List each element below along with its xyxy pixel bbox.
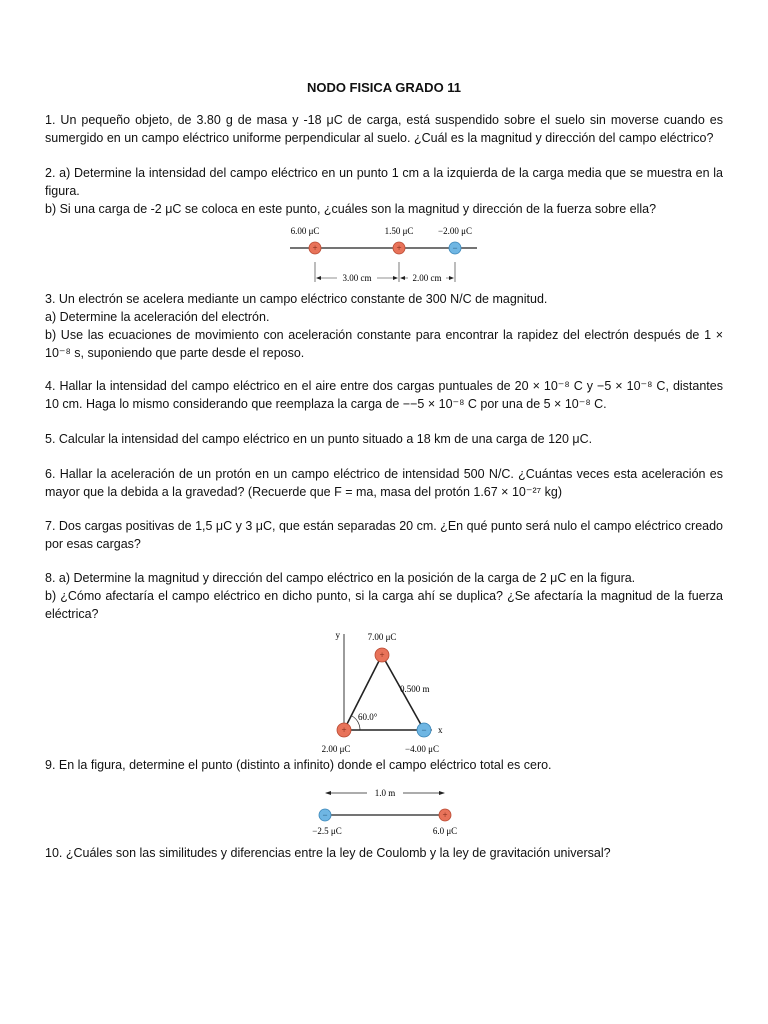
svg-text:−: − [421, 725, 427, 735]
svg-text:+: + [341, 725, 347, 735]
question-9 [45, 756, 723, 774]
charge-label: 6.00 μC [290, 226, 320, 236]
distance-label: 2.00 cm [412, 273, 442, 283]
question-8b-text: b) ¿Cómo afectaría el campo eléctrico en dicho punto, si la carga ahí se duplica? ¿Se afectaría la magnitud de la fuerza eléctrica? [45, 589, 723, 621]
question-7-text: 7. Dos cargas positivas de 1,5 μC y 3 μC, que están separadas 20 cm. ¿En qué punto será nulo el campo eléctrico creado por esas cargas? [45, 519, 723, 551]
question-1 [45, 111, 723, 147]
question-6-text: 6. Hallar la aceleración de un protón en un campo eléctrico de intensidad 500 N/C. ¿Cuántas veces esta aceleración es mayor que la debida a la gravedad? (Recuerde que F = ma, masa del protón 1.67 × 10⁻²⁷ kg) [45, 467, 723, 499]
charge-label: 6.0 μC [432, 826, 458, 836]
question-8 [45, 569, 723, 623]
question-10 [45, 844, 723, 862]
charge-label: −2.00 μC [438, 226, 472, 236]
question-6 [45, 465, 723, 501]
axis-x-label: x [438, 725, 443, 735]
svg-text:+: + [396, 243, 402, 253]
question-5-text: 5. Calcular la intensidad del campo eléctrico en un punto situado a 18 km de una carga de 120 μC. [45, 432, 593, 446]
question-10-text: 10. ¿Cuáles son las similitudes y diferencias entre la ley de Coulomb y la ley de gravitación universal? [45, 846, 611, 860]
charge-label: −2.5 μC [312, 826, 342, 836]
side-length-label: 0.500 m [400, 684, 430, 694]
question-2 [45, 164, 723, 218]
page-title: NODO FISICA GRADO 11 [306, 80, 462, 95]
svg-text:+: + [442, 810, 448, 820]
figure-q2 [285, 224, 485, 288]
question-4 [45, 377, 723, 413]
axis-y-label: y [335, 630, 340, 640]
question-7 [45, 517, 723, 553]
charge-label: 2.00 μC [321, 744, 351, 754]
charge-label: 7.00 μC [367, 632, 397, 642]
question-3-text: 3. Un electrón se acelera mediante un campo eléctrico constante de 300 N/C de magnitud. [45, 292, 548, 306]
charge-label: 1.50 μC [384, 226, 414, 236]
charge-label: −4.00 μC [405, 744, 439, 754]
question-1-text: 1. Un pequeño objeto, de 3.80 g de masa y -18 μC de carga, está suspendido sobre el suelo sin moverse cuando es sumergido en un campo eléctrico uniforme perpendicular al suelo. ¿Cuál es la magnitud y dirección del campo eléctrico? [45, 113, 723, 145]
question-5 [45, 430, 723, 448]
question-9-text: 9. En la figura, determine el punto (distinto a infinito) donde el campo eléctrico total es cero. [45, 758, 552, 772]
svg-text:+: + [312, 243, 318, 253]
question-4-text: 4. Hallar la intensidad del campo eléctrico en el aire entre dos cargas puntuales de 20 × 10⁻⁸ C y −5 × 10⁻⁸ C, distantes 10 cm. Haga lo mismo considerando que reemplaza la carga de −−5 × 10⁻⁸ C por una de 5 × 10⁻⁸ C. [45, 379, 723, 411]
question-2b-text: b) Si una carga de -2 μC se coloca en este punto, ¿cuáles son la magnitud y dirección de la fuerza sobre ella? [45, 202, 657, 216]
question-3b-text: b) Use las ecuaciones de movimiento con aceleración constante para encontrar la rapidez del electrón después de 1 × 10⁻⁸ s, suponiendo que parte desde el reposo. [45, 328, 723, 360]
distance-label: 1.0 m [374, 788, 396, 798]
question-3a-text: a) Determine la aceleración del electrón. [45, 310, 270, 324]
angle-label: 60.0° [358, 712, 378, 722]
figure-q9 [305, 780, 470, 838]
question-8a-text: 8. a) Determine la magnitud y dirección del campo eléctrico en la posición de la carga de 2 μC en la figura. [45, 571, 636, 585]
distance-label: 3.00 cm [342, 273, 372, 283]
figure-q8 [310, 628, 470, 756]
question-2a-text: 2. a) Determine la intensidad del campo eléctrico en un punto 1 cm a la izquierda de la carga media que se muestra en la figura. [45, 166, 723, 198]
svg-text:+: + [379, 650, 385, 660]
question-3 [45, 290, 723, 362]
svg-text:−: − [322, 810, 328, 820]
svg-text:−: − [452, 243, 458, 253]
